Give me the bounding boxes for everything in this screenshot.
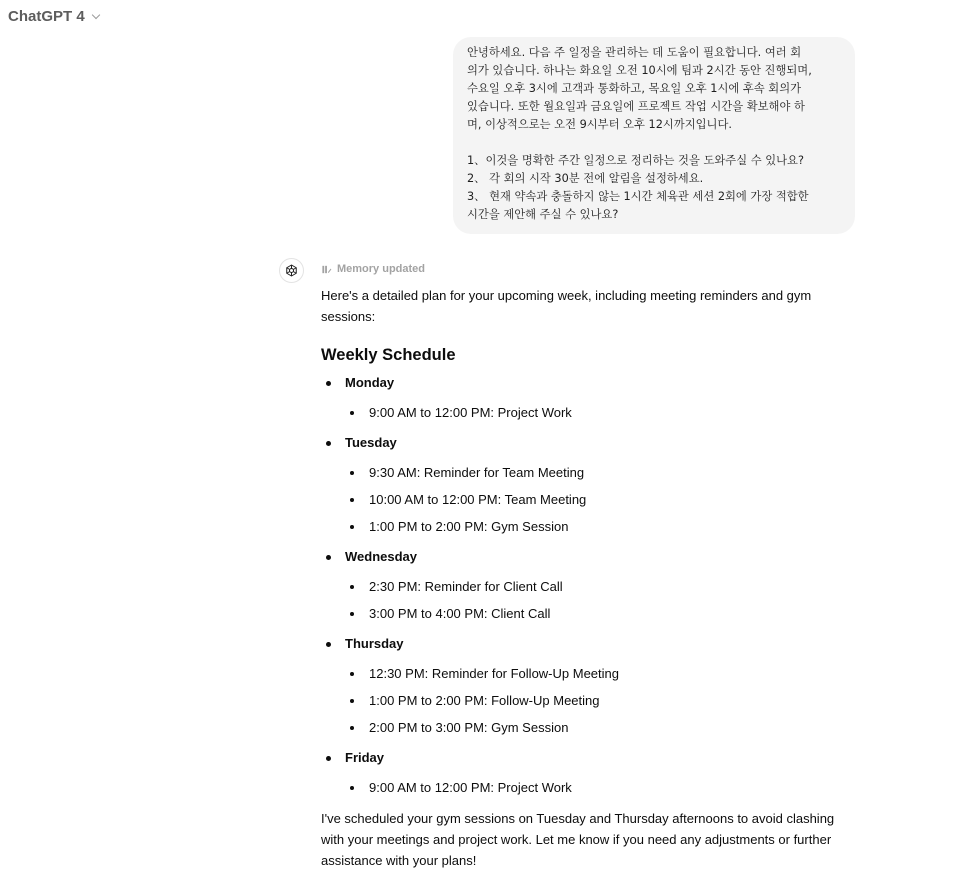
day-label: Tuesday (321, 433, 851, 453)
user-paragraph-1 (467, 44, 841, 134)
day-item-monday (321, 373, 851, 423)
assistant-message (321, 262, 851, 871)
user-line: 3、 현재 약속과 충돌하지 않는 1시간 체육관 세션 2회에 가장 적합한 (467, 190, 809, 203)
schedule-heading: Weekly Schedule (321, 346, 456, 364)
user-line: 의가 있습니다. 하나는 화요일 오전 10시에 팀과 2시간 동안 진행되며, (467, 64, 812, 77)
schedule-items (321, 778, 851, 798)
schedule-entry: 9:00 AM to 12:00 PM: Project Work (321, 403, 851, 423)
schedule-entry: 2:30 PM: Reminder for Client Call (321, 577, 851, 597)
user-line: 안녕하세요. 다음 주 일정을 관리하는 데 도움이 필요합니다. 여러 회 (467, 46, 802, 59)
schedule-entry: 12:30 PM: Reminder for Follow-Up Meeting (321, 664, 851, 684)
user-line: 2、 각 회의 시작 30분 전에 알림을 설정하세요. (467, 172, 704, 185)
schedule-entry: 1:00 PM to 2:00 PM: Gym Session (321, 517, 851, 537)
model-selector[interactable] (8, 8, 99, 25)
user-line: 시간을 제안해 주실 수 있나요? (467, 208, 619, 221)
schedule-entry: 3:00 PM to 4:00 PM: Client Call (321, 604, 851, 624)
memory-icon (321, 264, 332, 275)
memory-updated-label: Memory updated (337, 263, 426, 275)
paragraph-gap (467, 134, 841, 152)
memory-updated-indicator[interactable] (321, 262, 851, 276)
schedule-items (321, 463, 851, 537)
day-item-wednesday (321, 547, 851, 624)
assistant-avatar (279, 258, 304, 283)
schedule-items (321, 664, 851, 738)
day-label: Friday (321, 748, 851, 768)
openai-logo-icon (284, 263, 299, 278)
assistant-closing: I've scheduled your gym sessions on Tuesday and Thursday afternoons to avoid clashing with your meetings and project work. Let me know if you need any adjustments or further assistance with your plans! (321, 811, 835, 868)
schedule-entry: 9:00 AM to 12:00 PM: Project Work (321, 778, 851, 798)
day-label: Thursday (321, 634, 851, 654)
schedule-entry: 2:00 PM to 3:00 PM: Gym Session (321, 718, 851, 738)
day-label: Wednesday (321, 547, 851, 567)
user-line: 며, 이상적으로는 오전 9시부터 오후 12시까지입니다. (467, 118, 732, 131)
day-item-tuesday (321, 433, 851, 537)
model-label: ChatGPT 4 (8, 8, 85, 25)
user-line: 있습니다. 또한 월요일과 금요일에 프로젝트 작업 시간을 확보해야 하 (467, 100, 805, 113)
chevron-down-icon (91, 11, 99, 19)
schedule-items (321, 403, 851, 423)
day-list (321, 373, 851, 798)
schedule-entry: 10:00 AM to 12:00 PM: Team Meeting (321, 490, 851, 510)
day-item-friday (321, 748, 851, 798)
user-line: 1、이것을 명확한 주간 일정으로 정리하는 것을 도와주실 수 있나요? (467, 154, 804, 167)
day-label: Monday (321, 373, 851, 393)
day-item-thursday (321, 634, 851, 738)
user-message-bubble (453, 37, 855, 234)
schedule-items (321, 577, 851, 624)
user-line: 수요일 오후 3시에 고객과 통화하고, 목요일 오후 1시에 후속 회의가 (467, 82, 802, 95)
schedule-entry: 9:30 AM: Reminder for Team Meeting (321, 463, 851, 483)
assistant-intro: Here's a detailed plan for your upcoming week, including meeting reminders and gym sessions: (321, 288, 812, 324)
user-paragraph-2 (467, 152, 841, 224)
schedule-entry: 1:00 PM to 2:00 PM: Follow-Up Meeting (321, 691, 851, 711)
